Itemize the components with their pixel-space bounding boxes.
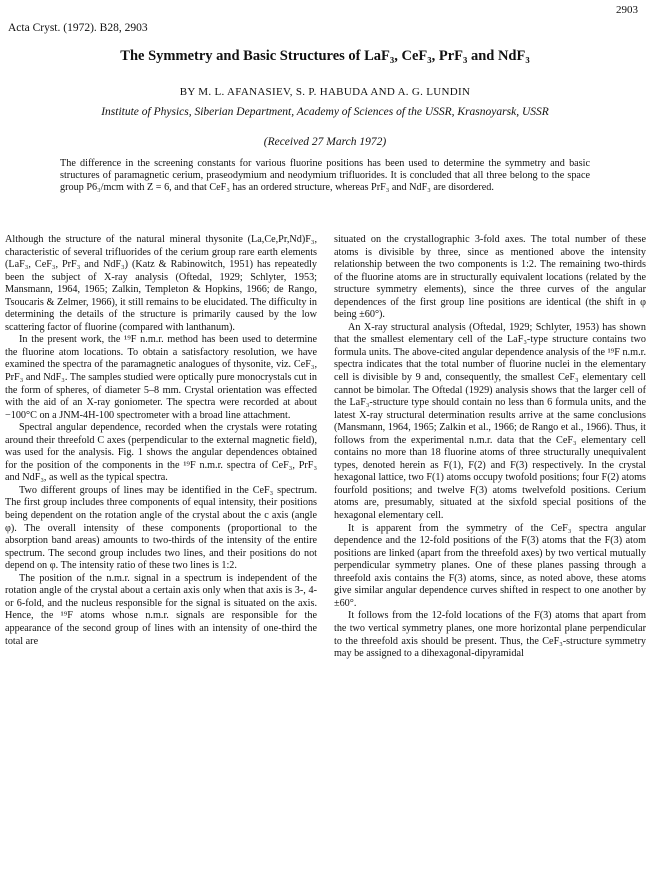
paragraph: Although the structure of the natural mineral thysonite (La,Ce,Pr,Nd)F₃, characteristic of several trifluorides of the cerium group rare earth elements (LaF₃, CeF₃, PrF₃ and NdF₃) (Katz & Rabinowitch, 1951) has repeatedly been the subject of X-ray analysis (Oftedal, 1929; Schlyter, 1953; Mansmann, 1964, 1965; Zalkin, Templeton & Hopkins, 1966; de Rango, Tsoucaris & Zelmer, 1966), it still remains to be elucidated. The difficulty in determining the details of the structure is primarily caused by the low scattering factor of fluorine (compared with lanthanum).: [5, 234, 317, 333]
paragraph: In the present work, the ¹⁹F n.m.r. method has been used to determine the fluorine atom locations. To obtain a satisfactory resolution, we have examined the spectra of the paramagnetic analogues of thysonite, viz. CeF₃, PrF₃ and NdF₃. The samples studied were optically pure monocrystals cut in the form of spheres, of diameter 5–8 mm. Crystal orientation was effected with the aid of an X-ray goniometer. The spectra were recorded at about −100°C on a JNM-4H-100 spectrometer with a broad line attachment.: [5, 334, 317, 421]
institute: Institute of Physics, Siberian Department, Academy of Sciences of the USSR, Krasnoyarsk, USSR: [101, 106, 549, 118]
article-title: The Symmetry and Basic Structures of LaF₃, CeF₃, PrF₃ and NdF₃: [120, 48, 530, 64]
page-number: 2903: [616, 4, 638, 16]
paragraph: The position of the n.m.r. signal in a spectrum is independent of the rotation angle of the crystal about a certain axis only when that axis is 3-, 4- or 6-fold, and the nucleus responsible for the signal is situated on the axis. Hence, the ¹⁹F atoms whose n.m.r. signals are responsible for the appearance of the second group of lines with an intensity of one-third the total are: [5, 572, 317, 647]
journal-reference: Acta Cryst. (1972). B28, 2903: [8, 22, 148, 34]
body-column-left: [5, 234, 317, 648]
paragraph: It is apparent from the symmetry of the CeF₃ spectra angular dependence and the 12-fold positions of the F(3) atoms that the F(3) atom positions are linked (apart from the threefold axes) by two vertical mutually perpendicular symmetry planes. One of these planes passing through a threefold axis contains the F(3) atoms, since, as noted above, these atoms give similar angular dependence curves shifted in respect to one another by ±60°.: [334, 522, 646, 609]
authors: BY M. L. AFANASIEV, S. P. HABUDA AND A. G. LUNDIN: [179, 86, 471, 98]
paragraph: situated on the crystallographic 3-fold axes. The total number of these atoms is divisible by three, since as mentioned above the intensity relationship between the two components is 1:2. The remaining two-thirds of the fluorine atoms are in structurally equivalent locations (related by the structure symmetry elements), since the three curves of the angular dependences of the first group line positions are identical (the shift in φ being ±60°).: [334, 234, 646, 321]
paragraph: An X-ray structural analysis (Oftedal, 1929; Schlyter, 1953) has shown that the smallest elementary cell of the LaF₃-type structure contains two formula units. The above-cited angular dependence analysis of the ¹⁹F n.m.r. spectra indicates that the total number of fluorine nuclei in the elementary cell is divisible by 9 and, consequently, the smallest CeF₃ elementary cell cannot be bimolar. The Oftedal (1929) analysis shows that the larger cell of the LaF₃-structure type should contain no less than 6 formula units, and the latest X-ray structural determination results arrive at the same conclusions (Mansmann, 1964, 1965; Zalkin et al., 1966; de Rango et al., 1966). Thus, it follows from the experimental n.m.r. data that the CeF₃ elementary cell contains no more than 18 fluorine atoms of three structurally unequivalent types, denoted herein as F(1), F(2) and F(3) respectively. In the crystal hexagonal lattice, two F(1) atoms occupy twofold positions; four F(2) atoms fourfold positions; and twelve F(3) atoms twelvefold positions. Cerium atoms are, presumably, situated at the sixfold special positions of the hexagonal elementary cell.: [334, 321, 646, 522]
abstract: The difference in the screening constants for various fluorine positions has been used to determine the symmetry and basic structures of paramagnetic cerium, praseodymium and neodymium trifluorides. It is concluded that all three belong to the space group P6₃/mcm with Z = 6, and that CeF₃ has an ordered structure, whereas PrF₃ and NdF₃ are disordered.: [60, 158, 590, 194]
paragraph: It follows from the 12-fold locations of the F(3) atoms that apart from the two vertical symmetry planes, one more horizontal plane perpendicular to the threefold axis should be present. Thus, the CeF₃-structure symmetry may be assigned to a dihexagonal-dipyramidal: [334, 610, 646, 660]
paragraph: Two different groups of lines may be identified in the CeF₃ spectrum. The first group includes three components of equal intensity, their positions being dependent on the rotation angle of the crystal about the c axis (angle φ). The overall intensity of these components (proportional to the absorption band areas) amounts to two-thirds of the intensity of the entire spectrum. The second group includes two lines, and their positions do not depend on φ. The intensity ratio of these two lines is 1:2.: [5, 484, 317, 572]
paragraph: Spectral angular dependence, recorded when the crystals were rotating around their threefold C axes (perpendicular to the external magnetic field), was used for the analysis. Fig. 1 shows the angular dependences obtained for the position of the components in the ¹⁹F n.m.r. spectra of CeF₃, PrF₃ and NdF₃, as well as the typical spectra.: [5, 422, 317, 484]
body-column-right: [334, 234, 646, 661]
received-date: (Received 27 March 1972): [263, 136, 387, 148]
